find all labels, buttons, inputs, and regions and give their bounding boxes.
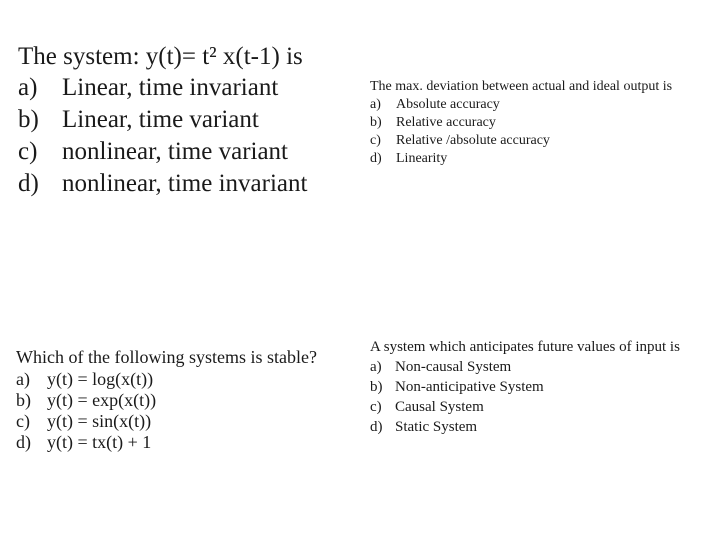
option-letter: c): [370, 133, 381, 148]
option-text: Absolute accuracy: [396, 97, 500, 112]
question-4-option-d: [370, 417, 680, 437]
question-4: [370, 338, 680, 437]
question-1-option-a: [18, 72, 307, 104]
option-letter: d): [370, 151, 382, 166]
option-text: nonlinear, time invariant: [62, 170, 308, 197]
question-1-option-c: [18, 136, 307, 168]
option-text: nonlinear, time variant: [62, 138, 289, 165]
option-text: Static System: [395, 419, 478, 435]
question-2-option-a: [370, 96, 672, 114]
option-text: y(t) = tx(t) + 1: [47, 432, 152, 452]
option-letter: c): [370, 399, 382, 415]
question-2-option-b: [370, 114, 672, 132]
question-3-option-b: [16, 390, 317, 411]
option-text: Linear, time invariant: [62, 74, 279, 101]
option-text: Relative /absolute accuracy: [396, 133, 550, 148]
option-text: Non-anticipative System: [395, 379, 544, 395]
option-letter: b): [370, 115, 382, 130]
question-4-option-b: [370, 377, 680, 397]
question-2-option-d: [370, 150, 672, 168]
option-text: Linearity: [396, 151, 448, 166]
option-letter: b): [370, 379, 383, 395]
question-1-stem: The system: y(t)= t² x(t-1) is: [18, 43, 303, 70]
question-2-stem: The max. deviation between actual and ideal output is: [370, 79, 673, 94]
option-letter: a): [16, 369, 30, 389]
question-4-option-a: [370, 357, 680, 377]
question-1-option-d: [18, 168, 307, 200]
option-text: y(t) = log(x(t)): [47, 369, 154, 389]
question-3-option-c: [16, 411, 317, 432]
option-letter: a): [18, 74, 38, 101]
option-letter: a): [370, 97, 381, 112]
question-3-stem: Which of the following systems is stable?: [16, 347, 317, 367]
option-letter: c): [18, 138, 38, 165]
option-letter: c): [16, 411, 30, 431]
question-2-option-c: [370, 132, 672, 150]
option-letter: d): [16, 432, 31, 452]
option-text: Relative accuracy: [396, 115, 496, 130]
question-2: [370, 78, 672, 168]
option-letter: d): [370, 419, 383, 435]
question-4-stem: A system which anticipates future values of input is: [370, 339, 680, 355]
option-letter: b): [18, 106, 39, 133]
option-text: y(t) = sin(x(t)): [47, 411, 152, 431]
option-letter: a): [370, 359, 382, 375]
question-1-option-b: [18, 104, 307, 136]
question-1: [18, 42, 307, 200]
option-text: y(t) = exp(x(t)): [47, 390, 157, 410]
option-text: Non-causal System: [395, 359, 512, 375]
option-letter: d): [18, 170, 39, 197]
question-4-option-c: [370, 397, 680, 417]
question-3-option-d: [16, 432, 317, 453]
option-text: Linear, time variant: [62, 106, 259, 133]
question-3-option-a: [16, 369, 317, 390]
option-text: Causal System: [395, 399, 484, 415]
question-3: [16, 345, 317, 453]
option-letter: b): [16, 390, 31, 410]
